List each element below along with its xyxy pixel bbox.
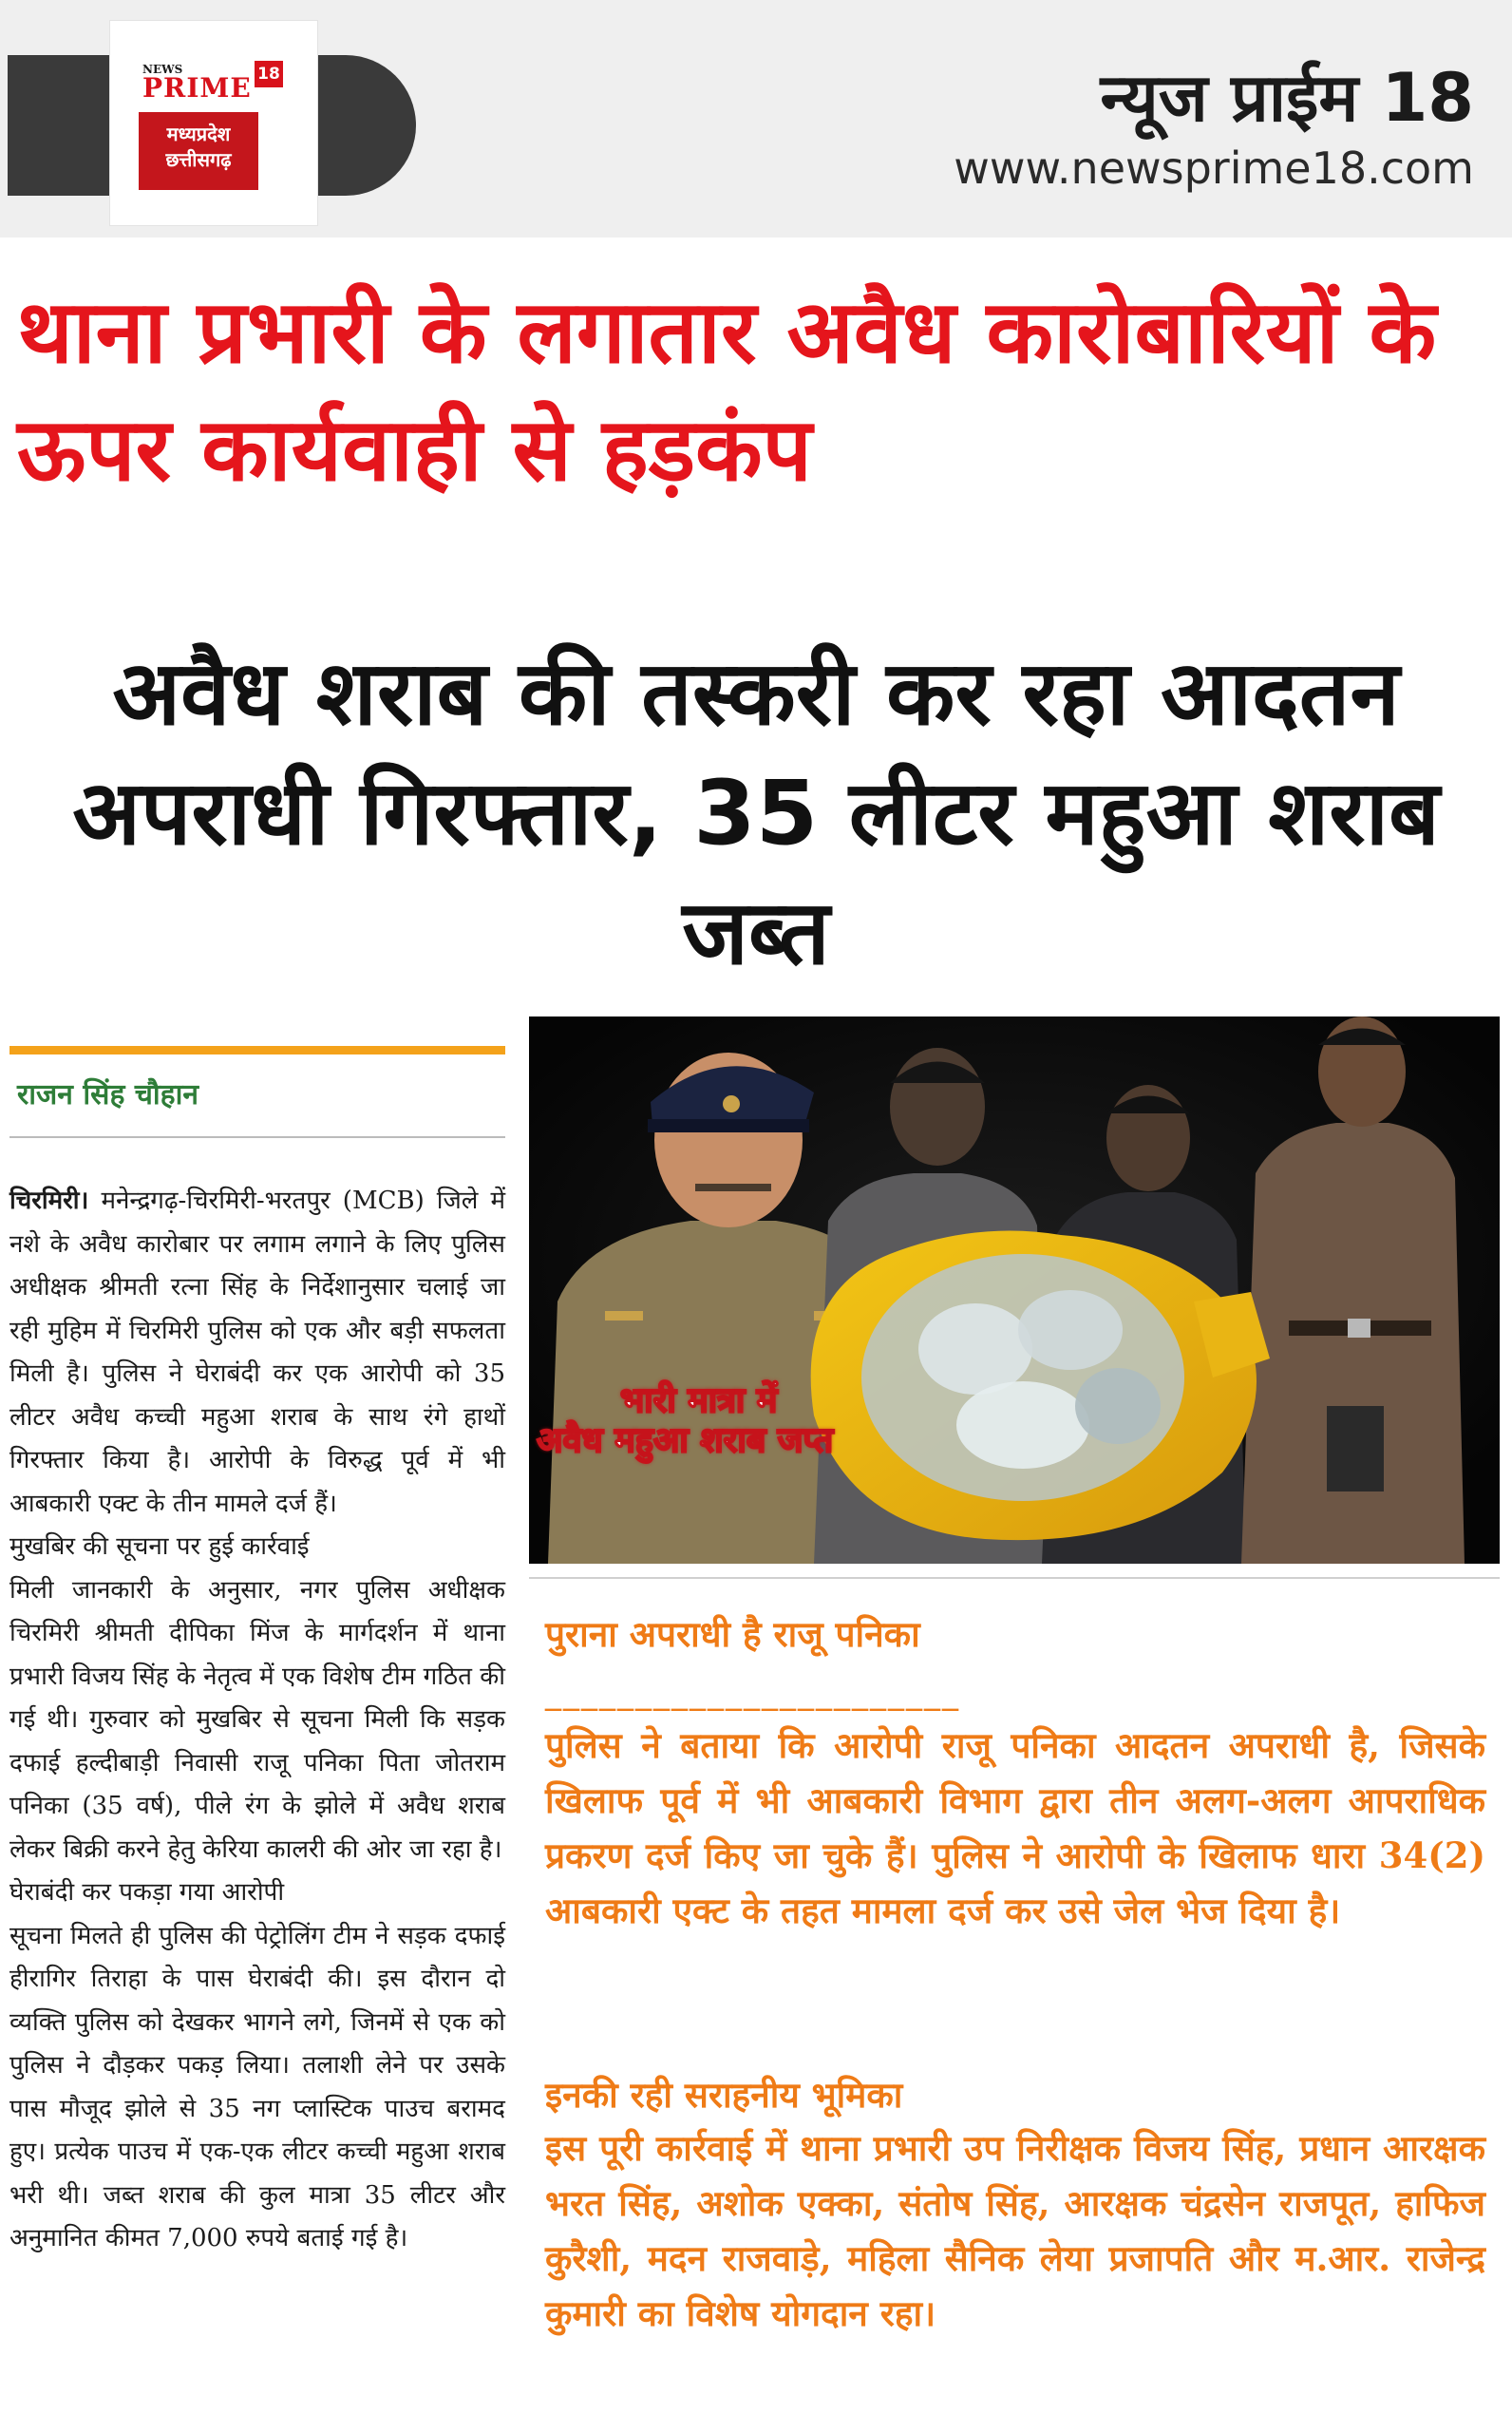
dateline: चिरमिरी। xyxy=(9,1187,89,1215)
newsprime-logo[interactable] xyxy=(110,21,317,225)
logo-state-line1: मध्यप्रदेश xyxy=(166,123,231,145)
logo-number-badge: 18 xyxy=(255,61,283,87)
right-paragraph-2: इस पूरी कार्रवाई में थाना प्रभारी उप निरीक्षक विजय सिंह, प्रधान आरक्षक भरत सिंह, अशोक एक्का, संतोष सिंह, आरक्षक चंद्रसेन राजपूत, हाफिज कुरैशी, मदन राजवाड़े, महिला सैनिक लेया प्रजापति और म.आर. राजेन्द्र कुमारी का विशेष योगदान रहा। xyxy=(545,2127,1485,2334)
site-url-link[interactable]: www.newsprime18.com xyxy=(954,142,1474,194)
byline-bottom-rule xyxy=(9,1136,505,1138)
byline-top-rule xyxy=(9,1046,505,1054)
right-subheading-1: पुराना अपराधी है राजू पनिका xyxy=(545,1614,920,1655)
photo-caption-line2: अवैध महुआ शराब जप्त xyxy=(537,1421,834,1460)
article-subheading-1: मुखबिर की सूचना पर हुई कार्रवाई xyxy=(9,1532,310,1561)
masthead xyxy=(0,0,1512,245)
right-column-rule xyxy=(529,1577,1500,1579)
photo-caption-line1: भारी मात्रा में xyxy=(620,1381,778,1420)
right-subheading-2: इनकी रही सराहनीय भूमिका xyxy=(545,2075,903,2116)
left-column-article xyxy=(9,1180,505,2261)
news-photo xyxy=(529,1016,1500,1564)
logo-state-line2: छत्तीसगढ़ xyxy=(165,148,232,171)
headline-primary: थाना प्रभारी के लगातार अवैध कारोबारियों के ऊपर कार्यवाही से हड़कंप xyxy=(17,281,1437,501)
article-paragraph-1-text: मनेन्द्रगढ़-चिरमिरी-भरतपुर (MCB) जिले में नशे के अवैध कारोबार पर लगाम लगाने के लिए पुलिस अधीक्षक श्रीमती रत्ना सिंह के निर्देशानुसार चलाई जा रही मुहिम में चिरमिरी पुलिस को एक और बड़ी सफलता मिली है। पुलिस ने घेराबंदी कर एक आरोपी को 35 लीटर अवैध कच्ची महुआ शराब के साथ रंगे हाथों गिरफ्तार किया है। आरोपी के विरुद्ध पूर्व में भी आबकारी एक्ट के तीन मामले दर्ज हैं। xyxy=(9,1187,506,1518)
logo-mark xyxy=(139,59,289,192)
article-paragraph-2: मिली जानकारी के अनुसार, नगर पुलिस अधीक्षक चिरमिरी श्रीमती दीपिका मिंज के मार्गदर्शन में थाना प्रभारी विजय सिंह के नेतृत्व में एक विशेष टीम गठित की गई थी। गुरुवार को मुखबिर से सूचना मिली कि सड़क दफाई हल्दीबाड़ी निवासी राजू पनिका पिता जोतराम पनिका (35 वर्ष), पीले रंग के झोले में अवैध शराब लेकर बिक्री करने हेतु केरिया कालरी की ओर जा रहा है। xyxy=(9,1575,505,1864)
author-byline: राजन सिंह चौहान xyxy=(17,1078,198,1112)
article-paragraph-1 xyxy=(9,1180,505,1526)
headline-secondary: अवैध शराब की तस्करी कर रहा आदतन अपराधी गिरफ्तार, 35 लीटर महुआ शराब जब्त xyxy=(72,642,1440,985)
photo-illustration xyxy=(529,1016,1500,1564)
logo-state-block xyxy=(139,112,258,190)
site-name: न्यूज प्राईम 18 xyxy=(1100,59,1474,137)
logo-news-text: NEWS xyxy=(142,63,183,76)
article-paragraph-3: सूचना मिलते ही पुलिस की पेट्रोलिंग टीम ने सड़क दफाई हीरागिर तिराहा के पास घेराबंदी की। इस दौरान दो व्यक्ति पुलिस को देखकर भागने लगे, जिनमें से एक को पुलिस ने दौड़कर पकड़ लिया। तलाशी लेने पर उसके पास मौजूद झोले से 35 नग प्लास्टिक पाउच बरामद हुए। प्रत्येक पाउच में एक-एक लीटर कच्ची महुआ शराब भरी थी। जब्त शराब की कुल मात्रा 35 लीटर और अनुमानित कीमत 7,000 रुपये बताई गई है। xyxy=(9,1921,505,2252)
logo-prime-text: PRIME xyxy=(142,72,252,104)
right-paragraph-1: पुलिस ने बताया कि आरोपी राजू पनिका आदतन अपराधी है, जिसके खिलाफ पूर्व में भी आबकारी विभाग द्वारा तीन अलग-अलग आपराधिक प्रकरण दर्ज किए जा चुके हैं। पुलिस ने आरोपी के खिलाफ धारा 34(2) आबकारी एक्ट के तहत मामला दर्ज कर उसे जेल भेज दिया है। xyxy=(545,1724,1485,1931)
article-subheading-2: घेराबंदी कर पकड़ा गया आरोपी xyxy=(9,1878,285,1907)
right-dash-separator: _______________________ xyxy=(545,1674,960,1712)
